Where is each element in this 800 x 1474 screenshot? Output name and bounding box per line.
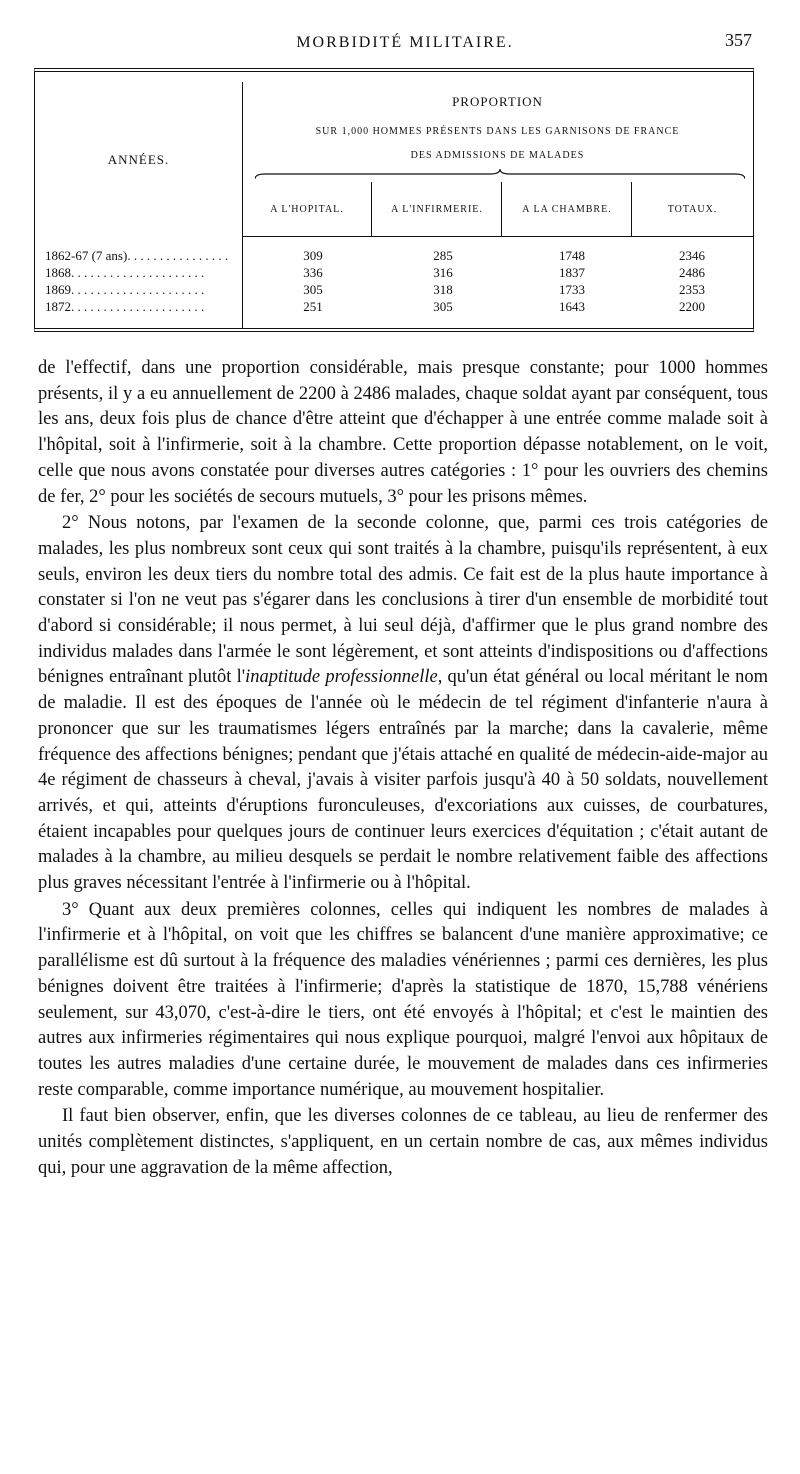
column-header-chambre: A LA CHAMBRE. [501,182,632,236]
table-row [35,248,753,265]
paragraph-2 [38,511,768,897]
cell-chambre: 1748 [559,248,585,263]
cell-infirmerie: 305 [433,299,453,314]
header-brace [255,168,745,180]
cell-infirmerie: 318 [433,282,453,297]
years-column-header: ANNÉES. [107,152,170,167]
column-header-hopital: A L'HOPITAL. [270,203,344,215]
row-year: 1872. . . . . . . . . . . . . . . . . . . . . [45,299,205,314]
table-row [35,299,753,316]
column-header-totaux: TOTAUX. [631,182,753,236]
paragraph-2-start: 2° Nous notons, par l'examen de la seconde colonne, que, parmi ces trois catégories de malades, les plus nombreux sont ceux qui sont traités à la chambre, puisqu'ils représentent, à eux seuls, environ les deux tiers du nombre total des admis. Ce fait est de la plus haute importance à constater si l'on ne veut pas s'égarer dans les conclusions à tirer d'un ensemble de morbidité tout d'abord si considérable; il nous permet, à lui seul déjà, d'affirmer que le plus grand nombre des individus malades dans l'armée le sont légèrement, et sont atteints d'indispositions ou d'affections bénignes entraînant plutôt l' [38,513,768,688]
column-subheaders [243,182,753,237]
running-head [40,30,770,54]
statistics-table [34,68,754,332]
proportion-header [242,94,753,168]
cell-hopital: 251 [303,299,323,314]
cell-chambre: 1837 [559,265,585,280]
proportion-title: PROPORTION [452,94,543,109]
cell-hopital: 336 [303,265,323,280]
paragraph-1: de l'effectif, dans une proportion considérable, mais presque constante; pour 1000 hommes présents, il y a eu annuellement de 2200 à 2486 malades, chaque soldat ayant par conséquent, tous les ans, deux fois plus de chance d'être atteint que d'échapper à une entrée comme malade soit à l'hôpital, soit à l'infirmerie, soit à la chambre. Cette proportion dépasse notablement, on le voit, celle que nous avons constatée pour diverses autres catégories : 1° pour les ouvriers des chemins de fer, 2° pour les sociétés de secours mutuels, 3° pour les prisons mêmes. [38,358,768,507]
cell-hopital: 309 [303,248,323,263]
paragraph-2-end: , qu'un état général ou local méritant le nom de maladie. Il est des époques de l'année où le médecin de tel régiment d'infanterie n'aura à prononcer que sur les traumatismes légers entraînés par la marche; dans la cavalerie, même fréquence des affections bénignes; pendant que j'étais attaché en qualité de médecin-aide-major au 4e régiment de chasseurs à cheval, j'avais à visiter parfois jusqu'à 40 à 50 soldats, nouvellement arrivés, et qui, atteints d'éruptions furonculeuses, d'excoriations aux cuisses, de courbatures, étaient incapables pour quelques jours de continuer leurs exercices d'équitation ; c'était autant de malades à la chambre, au milieu desquels se perdait le nombre relativement faible des affections plus graves nécessitant l'entrée à l'infirmerie ou à l'hôpital. [38,667,768,894]
row-year: 1869. . . . . . . . . . . . . . . . . . . . . [45,282,205,297]
cell-totaux: 2200 [679,299,705,314]
proportion-subtitle-line-1: SUR 1,000 HOMMES PRÉSENTS DANS LES GARNISONS DE FRANCE [315,126,680,137]
cell-totaux: 2353 [679,282,705,297]
running-title: MORBIDITÉ MILITAIRE. [296,34,514,51]
paragraph-4: Il faut bien observer, enfin, que les diverses colonnes de ce tableau, au lieu de renfermer des unités complètement distinctes, s'appliquent, en un certain nombre de cas, aux mêmes individus qui, pour une aggravation de la même affection, [38,1106,768,1178]
table-row [35,282,753,299]
cell-totaux: 2346 [679,248,705,263]
column-header-infirmerie: A L'INFIRMERIE. [371,182,502,236]
paragraph-3: 3° Quant aux deux premières colonnes, celles qui indiquent les nombres de malades à l'infirmerie et à l'hôpital, on voit que les chiffres se balancent d'une manière approximative; ce parallélisme est dû surtout à la fréquence des maladies vénériennes ; parmi ces dernières, les plus bénignes doivent être traitées à l'infirmerie; d'après la statistique de 1870, 15,788 vénériens seulement, sur 43,070, c'est-à-dire le tiers, ont été envoyés à l'hôpital; et c'est le maintien des autres aux infirmeries régimentaires qui nous explique pourquoi, malgré l'envoi aux hôpitaux de toutes les autres maladies d'une certaine durée, le mouvement de malades dans ces infirmeries reste comparable, comme importance numérique, au mouvement hospitalier. [38,899,768,1100]
cell-infirmerie: 316 [433,265,453,280]
row-year: 1868. . . . . . . . . . . . . . . . . . . . . [45,265,205,280]
cell-totaux: 2486 [679,265,705,280]
cell-infirmerie: 285 [433,248,453,263]
proportion-subtitle-line-2: DES ADMISSIONS DE MALADES [410,150,585,161]
paragraph-2-emphasis: inaptitude professionnelle [245,667,438,688]
table-row [35,265,753,282]
body-text [38,356,768,1182]
page-number: 357 [725,30,752,50]
cell-chambre: 1733 [559,282,585,297]
row-year: 1862-67 (7 ans). . . . . . . . . . . . . . . . [45,248,229,263]
cell-hopital: 305 [303,282,323,297]
proportion-subtitle [242,120,753,168]
cell-chambre: 1643 [559,299,585,314]
